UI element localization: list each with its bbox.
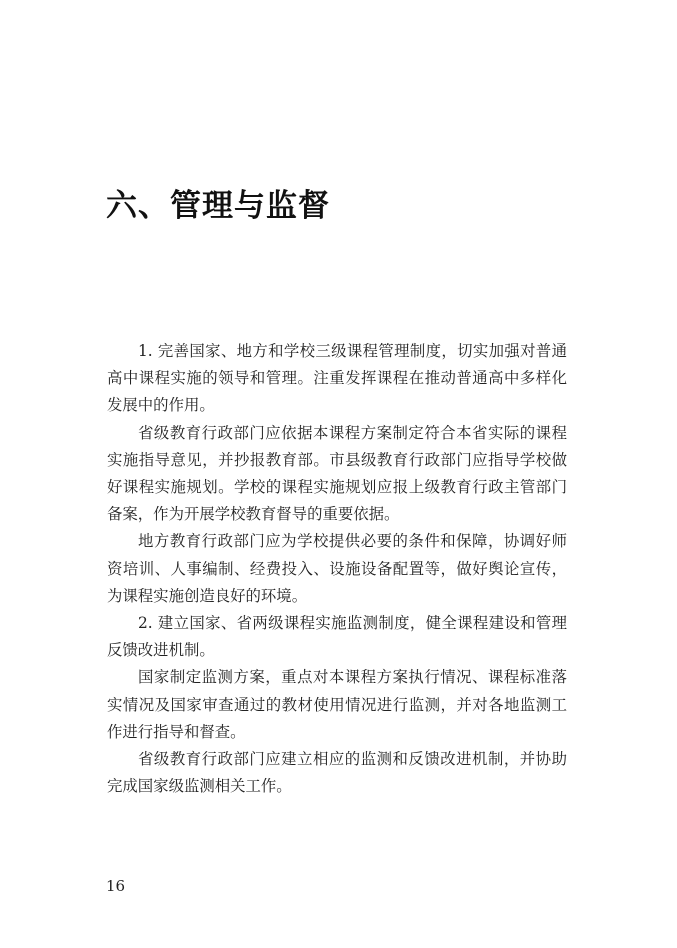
paragraph-6: 省级教育行政部门应建立相应的监测和反馈改进机制，并协助完成国家级监测相关工作。 — [107, 750, 567, 796]
paragraph-2: 省级教育行政部门应依据本课程方案制定符合本省实际的课程实施指导意见，并抄报教育部。市县级教育行政部门应指导学校做好课程实施规划。学校的课程实施规划应报上级教育行政主管部门备案，作为开展学校教育督导的重要依据。 — [107, 423, 567, 524]
paragraph-5: 国家制定监测方案，重点对本课程方案执行情况、课程标准落实情况及国家审查通过的教材使用情况进行监测，并对各地监测工作进行指导和督查。 — [107, 668, 567, 741]
paragraph-1: 1. 完善国家、地方和学校三级课程管理制度，切实加强对普通高中课程实施的领导和管理。注重发挥课程在推动普通高中多样化发展中的作用。 — [107, 342, 567, 415]
paragraph-4: 2. 建立国家、省两级课程实施监测制度，健全课程建设和管理反馈改进机制。 — [107, 614, 567, 660]
paragraph-3: 地方教育行政部门应为学校提供必要的条件和保障，协调好师资培训、人事编制、经费投入、设施设备配置等，做好舆论宣传，为课程实施创造良好的环境。 — [107, 532, 567, 605]
section-title: 六、管理与监督 — [106, 188, 330, 224]
body-text — [107, 338, 567, 800]
page-number: 16 — [106, 877, 126, 895]
